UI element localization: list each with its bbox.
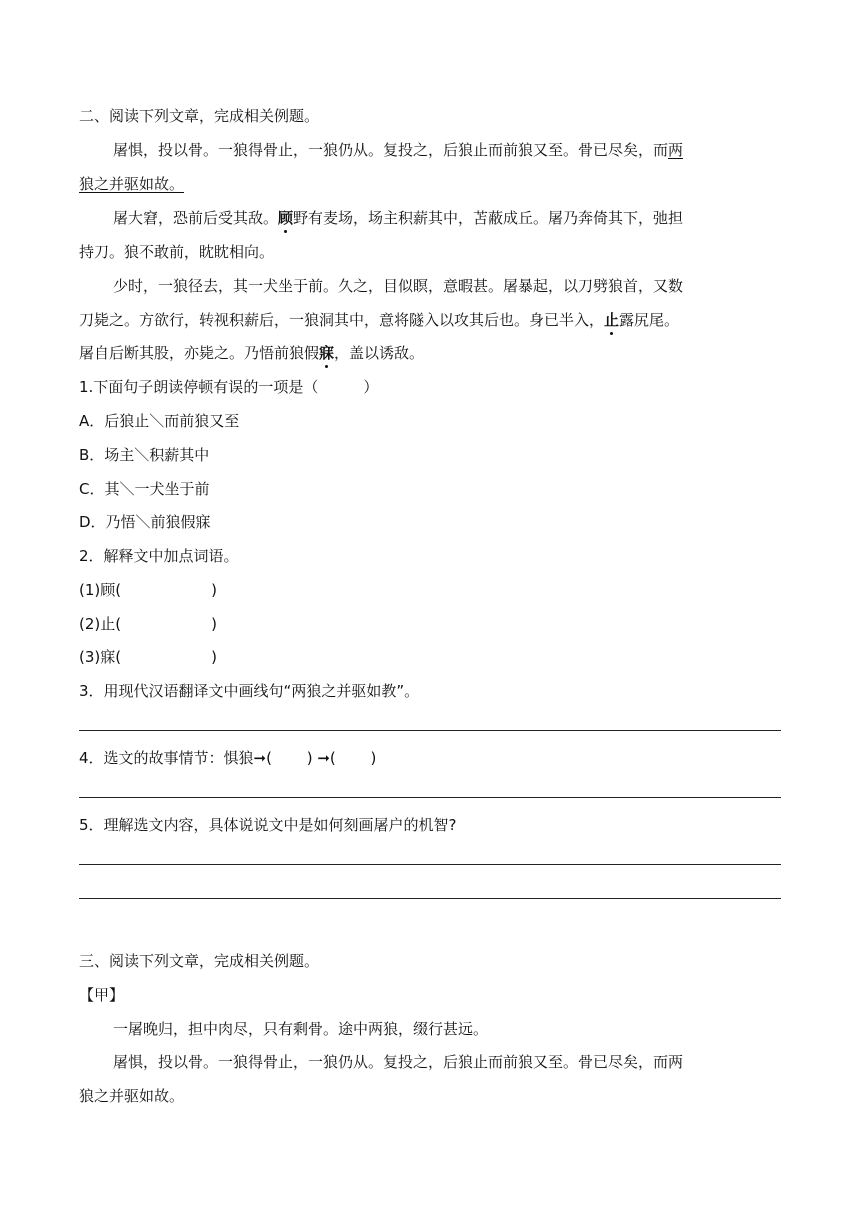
passage-jia-paragraph-2-line-2: 狼之并驱如故。 xyxy=(79,1087,185,1105)
passage-text: ，盖以诱敌。 xyxy=(334,344,425,362)
passage-text: 露尻尾。 xyxy=(619,311,680,329)
answer-line xyxy=(79,864,781,865)
dotted-word-mei: 寐 xyxy=(319,344,335,362)
question-5: 5．理解选文内容，具体说说文中是如何刻画屠户的机智? xyxy=(79,816,457,834)
passage-jia-paragraph-2-line-1: 屠惧，投以骨。一狼得骨止，一狼仍从。复投之，后狼止而前狼又至。骨已尽矣，而两 xyxy=(113,1053,684,1071)
question-1-option-d: D．乃悟＼前狼假寐 xyxy=(79,513,211,531)
passage-jia-paragraph-1: 一屠晚归，担中肉尽，只有剩骨。途中两狼，缀行甚远。 xyxy=(113,1020,489,1038)
passage-text: 屠惧，投以骨。一狼得骨止，一狼仍从。复投之，后狼止而前狼又至。骨已尽矣，而 xyxy=(113,141,669,159)
passage-paragraph-1-line-1 xyxy=(113,140,683,160)
question-2-item-1: (1)顾( ) xyxy=(79,581,217,599)
section-2-heading: 二、阅读下列文章，完成相关例题。 xyxy=(79,107,320,125)
question-2-item-2: (2)止( ) xyxy=(79,615,217,633)
underlined-sentence: 狼之并驱如故。 xyxy=(79,175,185,193)
question-4: 4．选文的故事情节：惧狼➞( ) ➞( ) xyxy=(79,749,377,767)
question-2-item-3: (3)寐( ) xyxy=(79,648,217,666)
dotted-word-zhi: 止 xyxy=(604,311,620,329)
passage-paragraph-2-line-2: 持刀。狼不敢前，眈眈相向。 xyxy=(79,243,275,261)
passage-label-jia: 【甲】 xyxy=(79,986,125,1004)
answer-line xyxy=(79,898,781,899)
passage-text: 屠自后断其股，亦毙之。乃悟前狼假 xyxy=(79,344,320,362)
underlined-sentence: 两 xyxy=(668,141,684,159)
question-3: 3．用现代汉语翻译文中画线句“两狼之并驱如教”。 xyxy=(79,682,420,700)
passage-paragraph-3-line-1: 少时，一狼径去，其一犬坐于前。久之，目似瞑，意暇甚。屠暴起，以刀劈狼首，又数 xyxy=(113,277,684,295)
passage-paragraph-3-line-2 xyxy=(79,310,679,330)
passage-text: 野有麦场，场主积薪其中，苫蔽成丘。屠乃奔倚其下，弛担 xyxy=(293,209,684,227)
question-1: 1.下面句子朗读停顿有误的一项是（ ） xyxy=(79,378,379,396)
passage-text: 刀毙之。方欲行，转视积薪后，一狼洞其中，意将隧入以攻其后也。身已半入， xyxy=(79,311,605,329)
answer-line xyxy=(79,730,781,731)
question-2: 2．解释文中加点词语。 xyxy=(79,547,239,565)
answer-line xyxy=(79,797,781,798)
section-3-heading: 三、阅读下列文章，完成相关例题。 xyxy=(79,952,320,970)
passage-paragraph-2-line-1 xyxy=(113,208,683,228)
passage-paragraph-1-line-2 xyxy=(79,174,184,194)
question-1-option-a: A．后狼止＼而前狼又至 xyxy=(79,412,240,430)
passage-paragraph-3-line-3 xyxy=(79,343,424,363)
dotted-word-gu: 顾 xyxy=(278,209,294,227)
question-1-option-c: C．其＼一犬坐于前 xyxy=(79,480,210,498)
question-1-option-b: B．场主＼积薪其中 xyxy=(79,446,210,464)
passage-text: 屠大窘，恐前后受其敌。 xyxy=(113,209,279,227)
